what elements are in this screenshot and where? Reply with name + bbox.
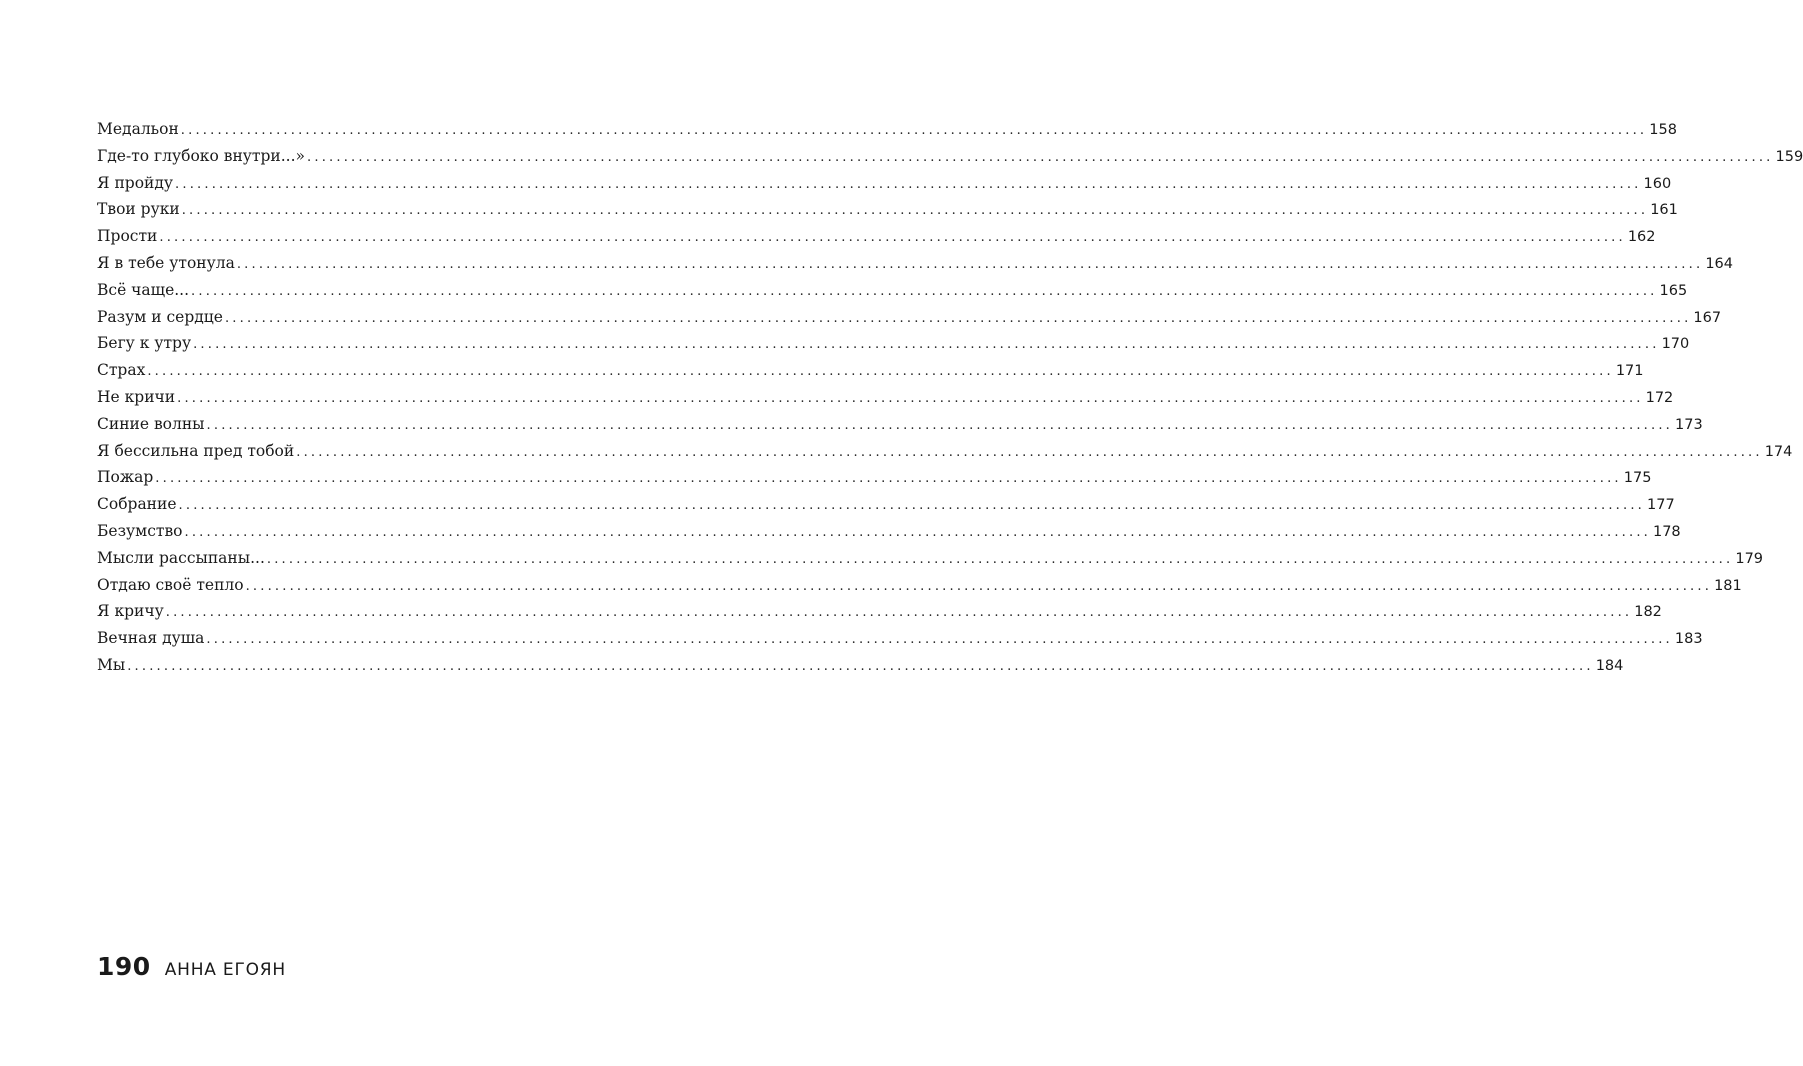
toc-entry bbox=[97, 170, 1672, 197]
toc-entry bbox=[97, 491, 1675, 518]
toc-entry bbox=[97, 223, 1656, 250]
dot-leader: ........................................................................................................................................................................................................ bbox=[224, 310, 1692, 326]
dot-leader: ........................................................................................................................................................................................................ bbox=[155, 471, 1622, 487]
toc-entry-page-number: 160 bbox=[1643, 175, 1672, 192]
toc-entry-title: Вечная душа bbox=[97, 629, 205, 648]
toc-entry-page-number: 162 bbox=[1627, 229, 1656, 246]
toc-entry-title: Я пройду bbox=[97, 173, 174, 192]
toc-entry bbox=[97, 330, 1690, 357]
toc-entry-title: Синие волны bbox=[97, 414, 205, 433]
dot-leader: ........................................................................................................................................................................................................ bbox=[184, 524, 1651, 540]
toc-entry bbox=[97, 438, 1793, 465]
toc-entry bbox=[97, 572, 1742, 599]
dot-leader: ........................................................................................................................................................................................................ bbox=[147, 364, 1614, 380]
dot-leader: ........................................................................................................................................................................................................ bbox=[296, 444, 1763, 460]
table-of-contents bbox=[97, 116, 1803, 679]
toc-entry bbox=[97, 196, 1678, 223]
toc-entry-page-number: 182 bbox=[1634, 604, 1662, 621]
toc-entry-title: Бегу к утру bbox=[97, 334, 192, 353]
toc-entry-page-number: 159 bbox=[1775, 148, 1803, 165]
dot-leader: ........................................................................................................................................................................................................ bbox=[206, 417, 1673, 433]
dot-leader: ........................................................................................................................................................................................................ bbox=[178, 498, 1645, 514]
dot-leader: ........................................................................................................................................................................................................ bbox=[266, 551, 1734, 567]
toc-entry-page-number: 177 bbox=[1647, 497, 1675, 514]
toc-entry-page-number: 167 bbox=[1693, 309, 1722, 326]
toc-entry bbox=[97, 518, 1681, 545]
toc-entry-page-number: 183 bbox=[1674, 631, 1703, 648]
toc-entry-page-number: 170 bbox=[1661, 336, 1690, 353]
dot-leader: ........................................................................................................................................................................................................ bbox=[180, 123, 1648, 138]
toc-entry-title: Разум и сердце bbox=[97, 307, 223, 326]
toc-entry-title: Пожар bbox=[97, 468, 154, 487]
dot-leader: ........................................................................................................................................................................................................ bbox=[175, 176, 1642, 192]
toc-entry bbox=[97, 250, 1733, 277]
toc-entry-page-number: 158 bbox=[1649, 122, 1677, 138]
toc-entry bbox=[97, 143, 1803, 170]
toc-entry bbox=[97, 464, 1652, 491]
toc-entry bbox=[97, 116, 1677, 143]
dot-leader: ........................................................................................................................................................................................................ bbox=[245, 578, 1713, 594]
toc-entry bbox=[97, 598, 1662, 625]
toc-entry bbox=[97, 357, 1644, 384]
dot-leader: ........................................................................................................................................................................................................ bbox=[236, 256, 1704, 272]
footer-page-number: 190 bbox=[97, 952, 151, 981]
dot-leader: ........................................................................................................................................................................................................ bbox=[127, 658, 1594, 674]
toc-entry-page-number: 165 bbox=[1659, 282, 1688, 299]
toc-entry-page-number: 164 bbox=[1705, 255, 1733, 272]
toc-entry-title: Где-то глубоко внутри...» bbox=[97, 146, 306, 165]
toc-entry-title: Я в тебе утонула bbox=[97, 253, 235, 272]
toc-entry-title: Прости bbox=[97, 227, 158, 246]
toc-entry-title: Страх bbox=[97, 361, 146, 380]
toc-entry-title: Твои руки bbox=[97, 200, 180, 219]
toc-entry-title: Медальон bbox=[97, 120, 179, 138]
dot-leader: ........................................................................................................................................................................................................ bbox=[159, 230, 1626, 246]
toc-entry-page-number: 161 bbox=[1650, 202, 1678, 219]
toc-entry-page-number: 172 bbox=[1645, 389, 1674, 406]
footer-author-name: АННА ЕГОЯН bbox=[164, 960, 287, 980]
toc-entry-page-number: 178 bbox=[1652, 523, 1681, 540]
toc-entry-title: Мысли рассыпаны... bbox=[97, 548, 265, 567]
page-footer bbox=[97, 952, 286, 981]
toc-entry-title: Отдаю своё тепло bbox=[97, 575, 244, 594]
dot-leader: ........................................................................................................................................................................................................ bbox=[307, 149, 1774, 165]
dot-leader: ........................................................................................................................................................................................................ bbox=[165, 605, 1633, 621]
toc-entry bbox=[97, 625, 1703, 652]
toc-entry-title: Всё чаще... bbox=[97, 280, 190, 299]
toc-entry-title: Безумство bbox=[97, 521, 183, 540]
toc-entry bbox=[97, 277, 1688, 304]
dot-leader: ........................................................................................................................................................................................................ bbox=[181, 203, 1649, 219]
dot-leader: ........................................................................................................................................................................................................ bbox=[177, 390, 1644, 406]
toc-entry-page-number: 175 bbox=[1623, 470, 1652, 487]
toc-entry-page-number: 184 bbox=[1595, 657, 1624, 674]
toc-entry bbox=[97, 384, 1674, 411]
dot-leader: ........................................................................................................................................................................................................ bbox=[206, 632, 1673, 648]
toc-entry bbox=[97, 545, 1764, 572]
toc-entry bbox=[97, 304, 1722, 331]
dot-leader: ........................................................................................................................................................................................................ bbox=[191, 283, 1658, 299]
toc-entry-page-number: 174 bbox=[1764, 443, 1793, 460]
dot-leader: ........................................................................................................................................................................................................ bbox=[193, 337, 1660, 353]
toc-entry-page-number: 173 bbox=[1675, 416, 1703, 433]
toc-entry-page-number: 181 bbox=[1714, 577, 1742, 594]
toc-entry-title: Я бессильна пред тобой bbox=[97, 441, 295, 460]
toc-entry-page-number: 171 bbox=[1615, 363, 1644, 380]
toc-entry-title: Собрание bbox=[97, 495, 177, 514]
toc-entry-title: Я кричу bbox=[97, 602, 164, 621]
toc-entry-page-number: 179 bbox=[1735, 550, 1764, 567]
toc-entry bbox=[97, 652, 1624, 679]
toc-entry-title: Мы bbox=[97, 655, 126, 674]
toc-entry bbox=[97, 411, 1703, 438]
toc-entry-title: Не кричи bbox=[97, 387, 176, 406]
